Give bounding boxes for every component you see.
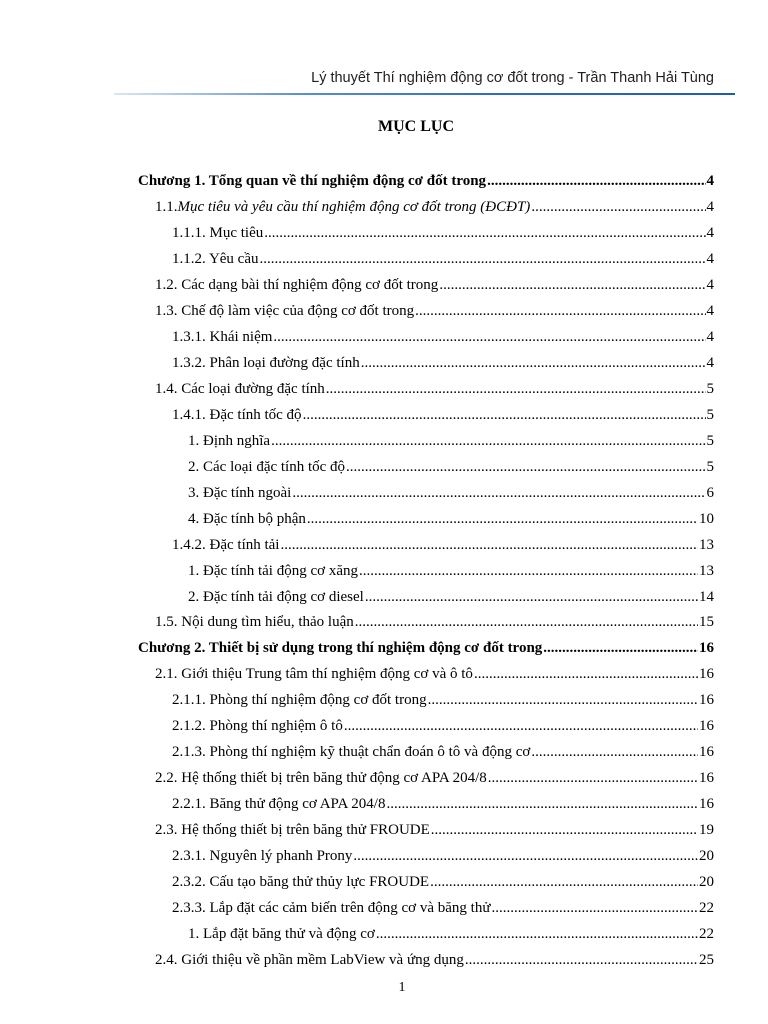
toc-entry-label: 2. Đặc tính tải động cơ diesel [188,588,364,605]
toc-entry[interactable] [138,195,714,221]
toc-page-number: 16 [699,718,714,735]
toc-entry[interactable] [138,714,714,740]
toc-entry[interactable] [138,455,714,481]
toc-entry[interactable] [138,740,714,766]
toc-dot-leader [439,273,705,299]
toc-page-number: 16 [699,640,714,657]
toc-entry-label: 4. Đặc tính bộ phận [188,510,306,527]
toc-entry-label: 1. Định nghĩa [188,432,271,449]
toc-dot-leader [415,299,705,325]
toc-entry[interactable] [138,559,714,585]
toc-entry[interactable] [138,351,714,377]
toc-page-number: 22 [699,926,714,943]
toc-entry-label: 2.1.2. Phòng thí nghiệm ô tô [172,718,343,735]
toc-entry-label: 1.3.2. Phân loại đường đặc tính [172,354,360,371]
toc-dot-leader [346,455,705,481]
toc-entry[interactable] [138,766,714,792]
toc-entry[interactable] [138,273,714,299]
toc-entry[interactable] [138,818,714,844]
toc-dot-leader [531,195,705,221]
page-number: 1 [398,980,406,995]
toc-entry-label: 1.1.1. Mục tiêu [172,224,264,241]
toc-entry[interactable] [138,688,714,714]
toc-page-number: 4 [706,198,714,215]
toc-entry-label: 2.4. Giới thiệu về phần mềm LabView và ứng dụng [155,952,464,969]
toc-page-number: 16 [699,744,714,761]
toc-entry[interactable] [138,662,714,688]
toc-page-number: 20 [699,848,714,865]
toc-page-number: 6 [706,484,714,501]
toc-entry[interactable] [138,429,714,455]
toc-entry[interactable] [138,610,714,636]
toc-entry-label: 2. Các loại đặc tính tốc độ [188,458,346,475]
toc-dot-leader [344,714,698,740]
toc-entry[interactable] [138,844,714,870]
toc-entry[interactable] [138,896,714,922]
toc-entry-label: 2.2. Hệ thống thiết bị trên băng thử động cơ APA 204/8 [155,770,487,787]
toc-page-number: 25 [699,952,714,969]
toc-entry-label: 2.1. Giới thiệu Trung tâm thí nghiệm động cơ và ô tô [155,666,473,683]
toc-entry[interactable] [138,636,714,662]
toc-dot-leader [264,221,705,247]
toc-entry-label: Chương 1. Tổng quan về thí nghiệm động cơ đốt trong [138,173,487,189]
toc-dot-leader [386,792,698,818]
toc-entry[interactable] [138,247,714,273]
toc-page-number: 16 [699,666,714,683]
toc-entry[interactable] [138,948,714,974]
toc-page-number: 4 [706,250,714,267]
toc-entry-label: 2.3.3. Lắp đặt các cảm biến trên động cơ và băng thử [172,900,491,917]
toc-page-number: 16 [699,796,714,813]
toc-entry-label: 1.4.1. Đặc tính tốc độ [172,406,302,423]
toc-page-number: 4 [706,224,714,241]
toc-entry[interactable] [138,299,714,325]
toc-entry[interactable] [138,325,714,351]
toc-dot-leader [355,610,698,636]
toc-entry[interactable] [138,533,714,559]
toc-dot-leader [543,636,698,662]
toc-page-number: 5 [706,380,714,397]
toc-entry-label: 1.3. Chế độ làm việc của động cơ đốt trong [155,302,415,319]
toc-dot-leader [531,740,698,766]
toc-entry-label: 3. Đặc tính ngoài [188,484,292,501]
toc-dot-leader [280,533,698,559]
toc-entry-label: 2.1.1. Phòng thí nghiệm động cơ đốt trong [172,692,427,709]
toc-entry[interactable] [138,922,714,948]
toc-dot-leader [353,844,698,870]
toc-entry-label: 1.3.1. Khái niệm [172,328,273,345]
toc-entry[interactable] [138,481,714,507]
toc-page-number: 4 [706,276,714,293]
toc-page-number: 15 [699,614,714,631]
toc-entry-label: 1.1.2. Yêu cầu [172,250,259,267]
toc-page-number: 5 [706,432,714,449]
toc-page-number: 13 [699,536,714,553]
toc-entry-label: 1.1. [155,198,178,215]
toc-dot-leader [303,403,706,429]
toc-page-number: 22 [699,900,714,917]
toc-dot-leader [474,662,698,688]
toc-entry-label: 1.2. Các dạng bài thí nghiệm động cơ đốt trong [155,276,439,293]
toc-page-number: 4 [706,302,714,319]
toc-dot-leader [271,429,705,455]
toc-dot-leader [292,481,705,507]
toc-entry[interactable] [138,870,714,896]
toc-entry-label: 2.1.3. Phòng thí nghiệm kỹ thuật chẩn đoán ô tô và động cơ [172,744,531,761]
toc-entry-label: 2.2.1. Băng thử động cơ APA 204/8 [172,796,386,813]
toc-entry[interactable] [138,169,714,195]
toc-entry[interactable] [138,507,714,533]
table-of-contents [138,169,714,974]
toc-page-number: 19 [699,822,714,839]
header-divider [114,93,735,95]
toc-dot-leader [365,585,698,611]
toc-page-number: 20 [699,874,714,891]
toc-entry-label: 1. Đặc tính tải động cơ xăng [188,562,358,579]
toc-dot-leader [488,766,698,792]
toc-entry[interactable] [138,792,714,818]
toc-page-number: 16 [699,692,714,709]
toc-page-number: 4 [706,173,714,189]
toc-dot-leader [465,948,698,974]
toc-dot-leader [430,870,698,896]
toc-entry-label: Chương 2. Thiết bị sử dụng trong thí nghiệm động cơ đốt trong [138,640,543,657]
toc-entry-label: 1.4.2. Đặc tính tải [172,536,280,553]
toc-entry-label: 2.3.2. Cấu tạo băng thử thủy lực FROUDE [172,874,430,891]
toc-entry-label: 1. Lắp đặt băng thử và động cơ [188,926,375,943]
toc-dot-leader [361,351,706,377]
toc-dot-leader [428,688,698,714]
toc-page-number: 5 [706,458,714,475]
toc-entry-label-italic: Mục tiêu và yêu cầu thí nghiệm động cơ đốt trong (ĐCĐT) [177,198,531,215]
toc-page-number: 13 [699,562,714,579]
toc-dot-leader [326,377,706,403]
running-header: Lý thuyết Thí nghiệm động cơ đốt trong - Trần Thanh Hải Tùng [311,70,714,86]
toc-entry[interactable] [138,403,714,429]
toc-page-number: 4 [706,328,714,345]
toc-dot-leader [376,922,698,948]
toc-page-number: 5 [706,406,714,423]
toc-dot-leader [359,559,698,585]
toc-dot-leader [273,325,705,351]
toc-entry-label: 1.4. Các loại đường đặc tính [155,380,325,397]
toc-dot-leader [431,818,698,844]
toc-entry-label: 1.5. Nội dung tìm hiểu, thảo luận [155,614,354,631]
toc-entry-label: 2.3.1. Nguyên lý phanh Prony [172,848,353,865]
toc-page-number: 14 [699,588,714,605]
toc-entry-label: 2.3. Hệ thống thiết bị trên băng thử FROUDE [155,822,430,839]
toc-dot-leader [260,247,706,273]
toc-page-number: 16 [699,770,714,787]
toc-page-number: 10 [699,510,714,527]
toc-entry[interactable] [138,221,714,247]
toc-dot-leader [307,507,698,533]
toc-dot-leader [487,169,705,195]
toc-page-number: 4 [706,354,714,371]
page-title: MỤC LỤC [378,118,454,135]
toc-entry[interactable] [138,377,714,403]
toc-dot-leader [491,896,698,922]
toc-entry[interactable] [138,585,714,611]
